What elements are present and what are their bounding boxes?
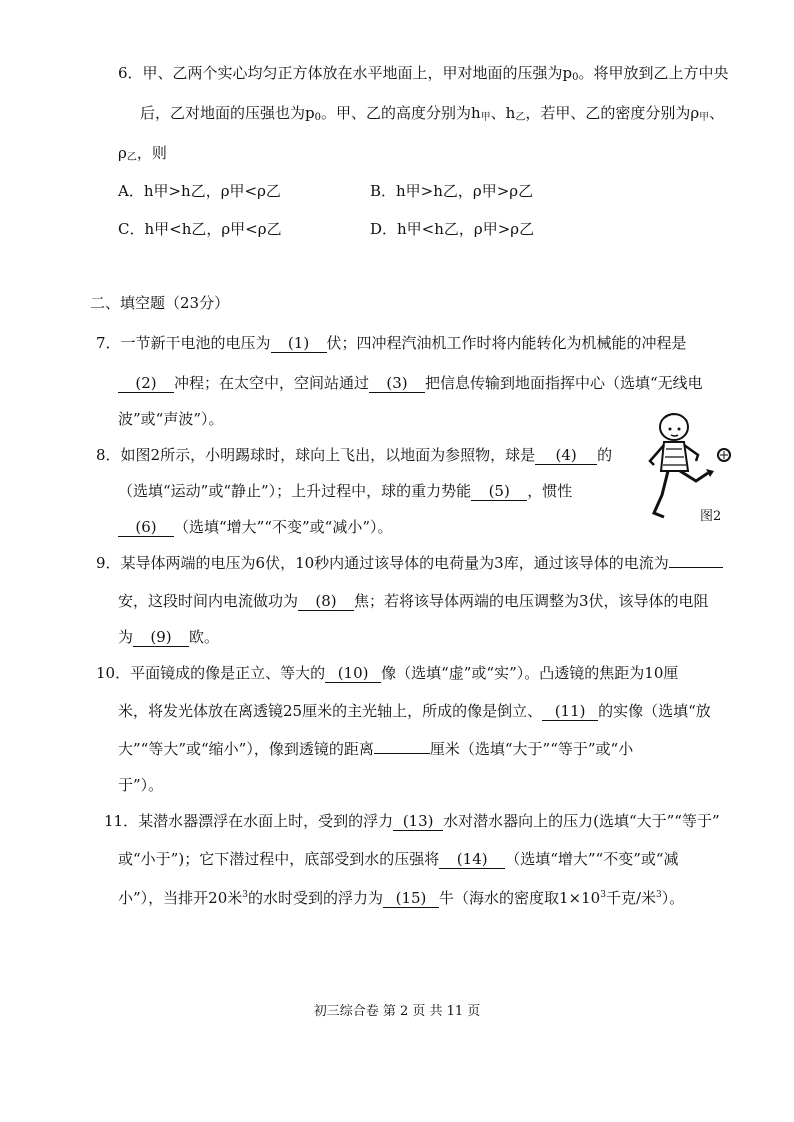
q10-line3: 大”“等大”或“缩小”），像到透镜的距离 厘米（选填“大于”“等于”或“小: [118, 740, 634, 758]
q8-line3: (6) （选填“增大”“不变”或“减小”）。: [118, 516, 393, 538]
q11-line1: 11．某潜水器漂浮在水面上时，受到的浮力 (13) 水对潜水器向上的压力(选填“大于”“等于”: [104, 812, 720, 830]
blank-13[interactable]: (13): [393, 812, 443, 831]
q6-line2: 后，乙对地面的压强也为$p_0$。甲、乙的高度分别为$h_甲$、$h_乙$，若甲、乙的密度分别为$\rho_甲$、: [140, 104, 725, 123]
q10-line4: 于”）。: [118, 776, 164, 794]
blank-2[interactable]: (2): [118, 374, 174, 393]
blank-12[interactable]: [374, 753, 430, 754]
q6-line1: 6．甲、乙两个实心均匀正方体放在水平地面上，甲对地面的压强为$p_0$。将甲放到乙上方中央: [118, 64, 729, 83]
q10-line1: 10．平面镜成的像是正立、等大的 (10) 像（选填“虚”或“实”）。凸透镜的焦距为10厘: [96, 664, 679, 682]
q10-line2: 米，将发光体放在离透镜25厘米的主光轴上，所成的像是倒立、 (11) 的实像（选填“放: [118, 702, 711, 720]
blank-7[interactable]: [669, 567, 723, 568]
q8-line2: （选填“运动”或“静止”）；上升过程中，球的重力势能 (5) ，惯性: [118, 482, 573, 500]
q7-line2: (2) 冲程；在太空中，空间站通过 (3) 把信息传输到地面指挥中心（选填“无线电: [118, 372, 703, 394]
section-title: 二、填空题（23分）: [90, 294, 230, 312]
q6-option-c: C．h甲<h乙，ρ甲<ρ乙: [118, 220, 282, 238]
blank-6[interactable]: (6): [118, 518, 174, 537]
page-footer: 初三综合卷 第 2 页 共 11 页: [313, 1004, 481, 1019]
blank-5[interactable]: (5): [471, 482, 527, 501]
q7-line3: 波”或“声波”）。: [118, 410, 224, 428]
blank-10[interactable]: (10): [325, 664, 381, 683]
q11-line2: 或“小于”)；它下潜过程中，底部受到水的压强将 (14) （选填“增大”“不变”或“减: [118, 850, 679, 868]
figure-label: 图2: [700, 509, 722, 524]
q9-line2: 安，这段时间内电流做功为 (8) 焦；若将该导体两端的电压调整为3伏，该导体的电阻: [118, 592, 709, 610]
q9-line1: 9．某导体两端的电压为6伏，10秒内通过该导体的电荷量为3库，通过该导体的电流为: [96, 552, 723, 574]
blank-14[interactable]: (14): [439, 850, 505, 869]
blank-1[interactable]: (1): [271, 334, 327, 353]
q11-line3: 小”），当排开20米$^3$的水时受到的浮力为 (15) 牛（海水的密度取$1\times 10^3$千克/米$^3$）。: [118, 889, 685, 907]
blank-8[interactable]: (8): [298, 592, 354, 611]
q6-line3: $\rho_乙$，则: [118, 144, 167, 163]
blank-15[interactable]: (15): [383, 889, 439, 908]
blank-11[interactable]: (11): [542, 702, 598, 721]
q8-line1: 8．如图2所示，小明踢球时，球向上飞出，以地面为参照物，球是 (4) 的: [96, 446, 613, 464]
q6-option-b: B．h甲>h乙，ρ甲>ρ乙: [370, 182, 534, 200]
blank-3[interactable]: (3): [369, 374, 425, 393]
q6-option-d: D．h甲<h乙，ρ甲>ρ乙: [370, 220, 535, 238]
blank-9[interactable]: (9): [133, 628, 189, 647]
q9-line3: 为 (9) 欧。: [118, 628, 220, 646]
blank-4[interactable]: (4): [535, 446, 597, 465]
q6-option-a: A．h甲>h乙，ρ甲<ρ乙: [118, 182, 281, 200]
q7-line1: 7．一节新干电池的电压为 (1) 伏；四冲程汽油机工作时将内能转化为机械能的冲程是: [96, 334, 687, 352]
